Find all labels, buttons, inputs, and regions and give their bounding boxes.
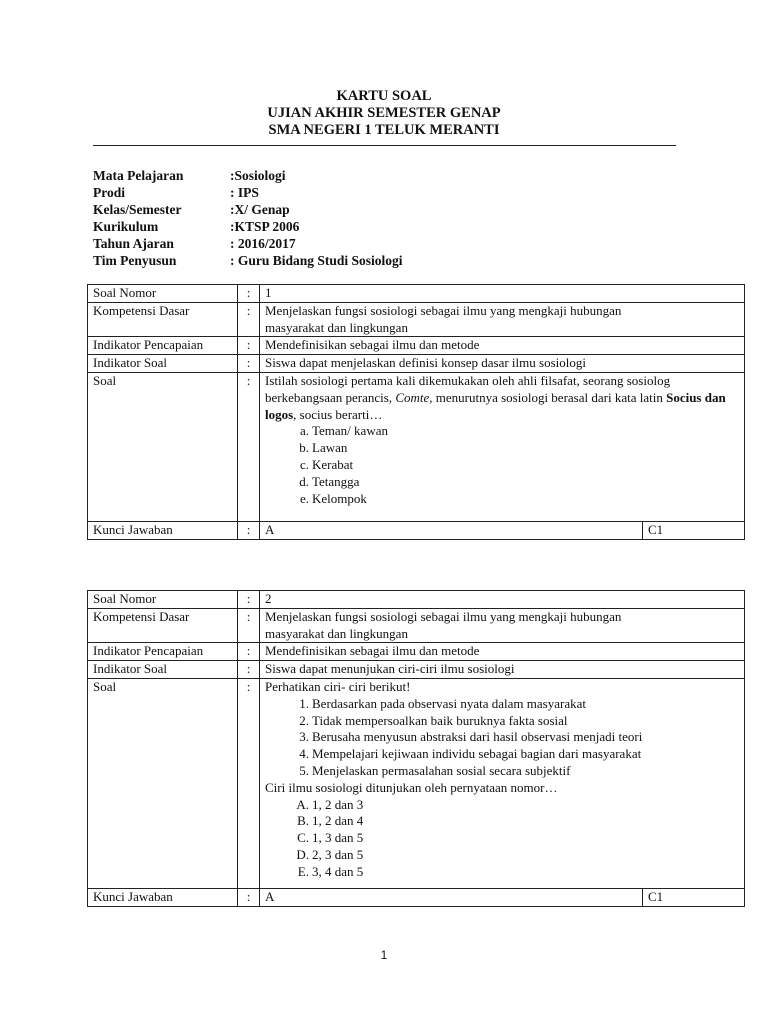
colon: : xyxy=(238,661,260,679)
colon: : xyxy=(238,643,260,661)
stem-text: , socius berarti… xyxy=(293,406,383,422)
row-kunci-jawaban xyxy=(88,888,745,906)
colon: : xyxy=(238,521,260,539)
kd-line-2: masyarakat dan lingkungan xyxy=(265,319,408,335)
title-underline xyxy=(93,145,676,146)
info-label: Tim Penyusun xyxy=(93,253,177,268)
value-indikator-soal: Siswa dapat menjelaskan definisi konsep dasar ilmu sosiologi xyxy=(260,355,745,373)
colon: : xyxy=(238,678,260,888)
statement-4 xyxy=(287,746,740,763)
answer-options xyxy=(265,797,740,881)
option-marker: b. xyxy=(299,440,309,456)
statement-3 xyxy=(287,729,740,746)
row-kompetensi-dasar xyxy=(88,302,745,337)
info-label: Tahun Ajaran xyxy=(93,236,174,251)
question-intro: Perhatikan ciri- ciri berikut! xyxy=(265,678,411,694)
option-text: 1, 2 dan 3 xyxy=(312,796,364,812)
value-soal xyxy=(260,372,745,521)
row-indikator-soal xyxy=(88,661,745,679)
statement-1 xyxy=(287,696,740,713)
answer-options xyxy=(265,423,740,507)
option-text: 1, 3 dan 5 xyxy=(312,830,364,846)
info-value: : Guru Bidang Studi Sosiologi xyxy=(230,253,403,268)
value-kompetensi-dasar xyxy=(260,302,745,337)
label-kunci-jawaban: Kunci Jawaban xyxy=(88,888,238,906)
colon: : xyxy=(238,608,260,643)
option-text: Kelompok xyxy=(312,490,367,506)
option-marker: B. xyxy=(297,813,309,829)
row-soal xyxy=(88,372,745,521)
label-soal: Soal xyxy=(88,372,238,521)
option-marker: A. xyxy=(296,796,309,812)
label-soal-nomor: Soal Nomor xyxy=(88,285,238,303)
option-c xyxy=(287,830,740,847)
cognitive-level: C1 xyxy=(643,521,745,539)
row-indikator-soal xyxy=(88,355,745,373)
option-marker: c. xyxy=(299,456,309,472)
question-card-2 xyxy=(87,590,745,907)
row-kompetensi-dasar xyxy=(88,608,745,643)
colon: : xyxy=(238,355,260,373)
colon: : xyxy=(238,302,260,337)
stem-text: Istilah sosiologi pertama kali dikemukakan oleh ahli filsafat, seorang sosiolog berkebangsaan perancis, xyxy=(265,372,671,405)
cognitive-level: C1 xyxy=(643,888,745,906)
label-kompetensi-dasar: Kompetensi Dasar xyxy=(88,302,238,337)
doc-subtitle-exam: UJIAN AKHIR SEMESTER GENAP xyxy=(267,105,501,121)
option-text: 1, 2 dan 4 xyxy=(312,813,364,829)
label-soal: Soal xyxy=(88,678,238,888)
statement-2 xyxy=(287,713,740,730)
value-kompetensi-dasar xyxy=(260,608,745,643)
colon: : xyxy=(238,372,260,521)
page-number: 1 xyxy=(380,948,388,962)
label-soal-nomor: Soal Nomor xyxy=(88,591,238,609)
colon: : xyxy=(238,591,260,609)
option-d xyxy=(287,474,740,491)
value-soal xyxy=(260,678,745,888)
option-c xyxy=(287,457,740,474)
option-b xyxy=(287,813,740,830)
statement-text: Menjelaskan permasalahan sosial secara subjektif xyxy=(312,762,571,778)
statement-marker: 3. xyxy=(299,729,309,745)
row-soal-nomor xyxy=(88,285,745,303)
statement-text: Berdasarkan pada observasi nyata dalam masyarakat xyxy=(312,695,586,711)
label-indikator-pencapaian: Indikator Pencapaian xyxy=(88,643,238,661)
label-kompetensi-dasar: Kompetensi Dasar xyxy=(88,608,238,643)
value-indikator-pencapaian: Mendefinisikan sebagai ilmu dan metode xyxy=(260,643,745,661)
row-soal-nomor xyxy=(88,591,745,609)
option-text: Teman/ kawan xyxy=(312,423,388,439)
option-marker: E. xyxy=(297,863,309,879)
info-value: :Sosiologi xyxy=(230,168,286,183)
info-value: : IPS xyxy=(230,185,259,200)
statement-5 xyxy=(287,763,740,780)
option-marker: a. xyxy=(299,423,309,439)
colon: : xyxy=(238,337,260,355)
value-kunci-jawaban: A xyxy=(260,888,643,906)
option-text: Tetangga xyxy=(312,473,360,489)
row-kunci-jawaban xyxy=(88,521,745,539)
option-text: 3, 4 dan 5 xyxy=(312,863,364,879)
option-a xyxy=(287,797,740,814)
colon: : xyxy=(238,888,260,906)
option-e xyxy=(287,491,740,508)
stem-name: Comte xyxy=(395,389,430,405)
statement-text: Mempelajari kejiwaan individu sebagai bagian dari masyarakat xyxy=(312,746,642,762)
value-kunci-jawaban: A xyxy=(260,521,643,539)
option-b xyxy=(287,440,740,457)
kd-line-2: masyarakat dan lingkungan xyxy=(265,625,408,641)
option-marker: d. xyxy=(299,473,309,489)
label-indikator-pencapaian: Indikator Pencapaian xyxy=(88,337,238,355)
statement-list xyxy=(265,696,740,780)
question-stem xyxy=(265,373,740,423)
info-label: Kelas/Semester xyxy=(93,202,182,217)
row-indikator-pencapaian xyxy=(88,337,745,355)
statement-text: Berusaha menyusun abstraksi dari hasil observasi menjadi teori xyxy=(312,729,643,745)
info-label: Prodi xyxy=(93,185,126,200)
doc-subtitle-school: SMA NEGERI 1 TELUK MERANTI xyxy=(268,122,500,138)
option-text: Lawan xyxy=(312,440,348,456)
option-text: Kerabat xyxy=(312,456,354,472)
label-kunci-jawaban: Kunci Jawaban xyxy=(88,521,238,539)
doc-title: KARTU SOAL xyxy=(336,88,432,104)
statement-marker: 5. xyxy=(299,762,309,778)
option-marker: D. xyxy=(296,846,309,862)
row-soal xyxy=(88,678,745,888)
value-soal-nomor: 1 xyxy=(260,285,745,303)
colon: : xyxy=(238,285,260,303)
info-value: :X/ Genap xyxy=(230,202,290,217)
info-label: Mata Pelajaran xyxy=(93,168,184,183)
option-e xyxy=(287,864,740,881)
label-indikator-soal: Indikator Soal xyxy=(88,355,238,373)
stem-text: , menurutnya sosiologi berasal dari kata latin xyxy=(429,389,667,405)
option-marker: C. xyxy=(297,830,309,846)
question-card-1 xyxy=(87,284,745,540)
kd-line-1: Menjelaskan fungsi sosiologi sebagai ilmu yang mengkaji hubungan xyxy=(265,302,622,318)
row-indikator-pencapaian xyxy=(88,643,745,661)
statement-marker: 1. xyxy=(299,695,309,711)
option-d xyxy=(287,847,740,864)
statement-marker: 4. xyxy=(299,746,309,762)
value-soal-nomor: 2 xyxy=(260,591,745,609)
statement-marker: 2. xyxy=(299,712,309,728)
info-label: Kurikulum xyxy=(93,219,159,234)
option-text: 2, 3 dan 5 xyxy=(312,846,364,862)
kd-line-1: Menjelaskan fungsi sosiologi sebagai ilmu yang mengkaji hubungan xyxy=(265,608,622,624)
question-text: Ciri ilmu sosiologi ditunjukan oleh pernyataan nomor… xyxy=(265,779,558,795)
stem-term: Socius dan logos xyxy=(265,389,726,422)
statement-text: Tidak mempersoalkan baik buruknya fakta sosial xyxy=(312,712,568,728)
option-marker: e. xyxy=(299,490,309,506)
info-value: :KTSP 2006 xyxy=(230,219,300,234)
value-indikator-soal: Siswa dapat menunjukan ciri-ciri ilmu sosiologi xyxy=(260,661,745,679)
value-indikator-pencapaian: Mendefinisikan sebagai ilmu dan metode xyxy=(260,337,745,355)
info-value: : 2016/2017 xyxy=(230,236,296,251)
option-a xyxy=(287,423,740,440)
label-indikator-soal: Indikator Soal xyxy=(88,661,238,679)
